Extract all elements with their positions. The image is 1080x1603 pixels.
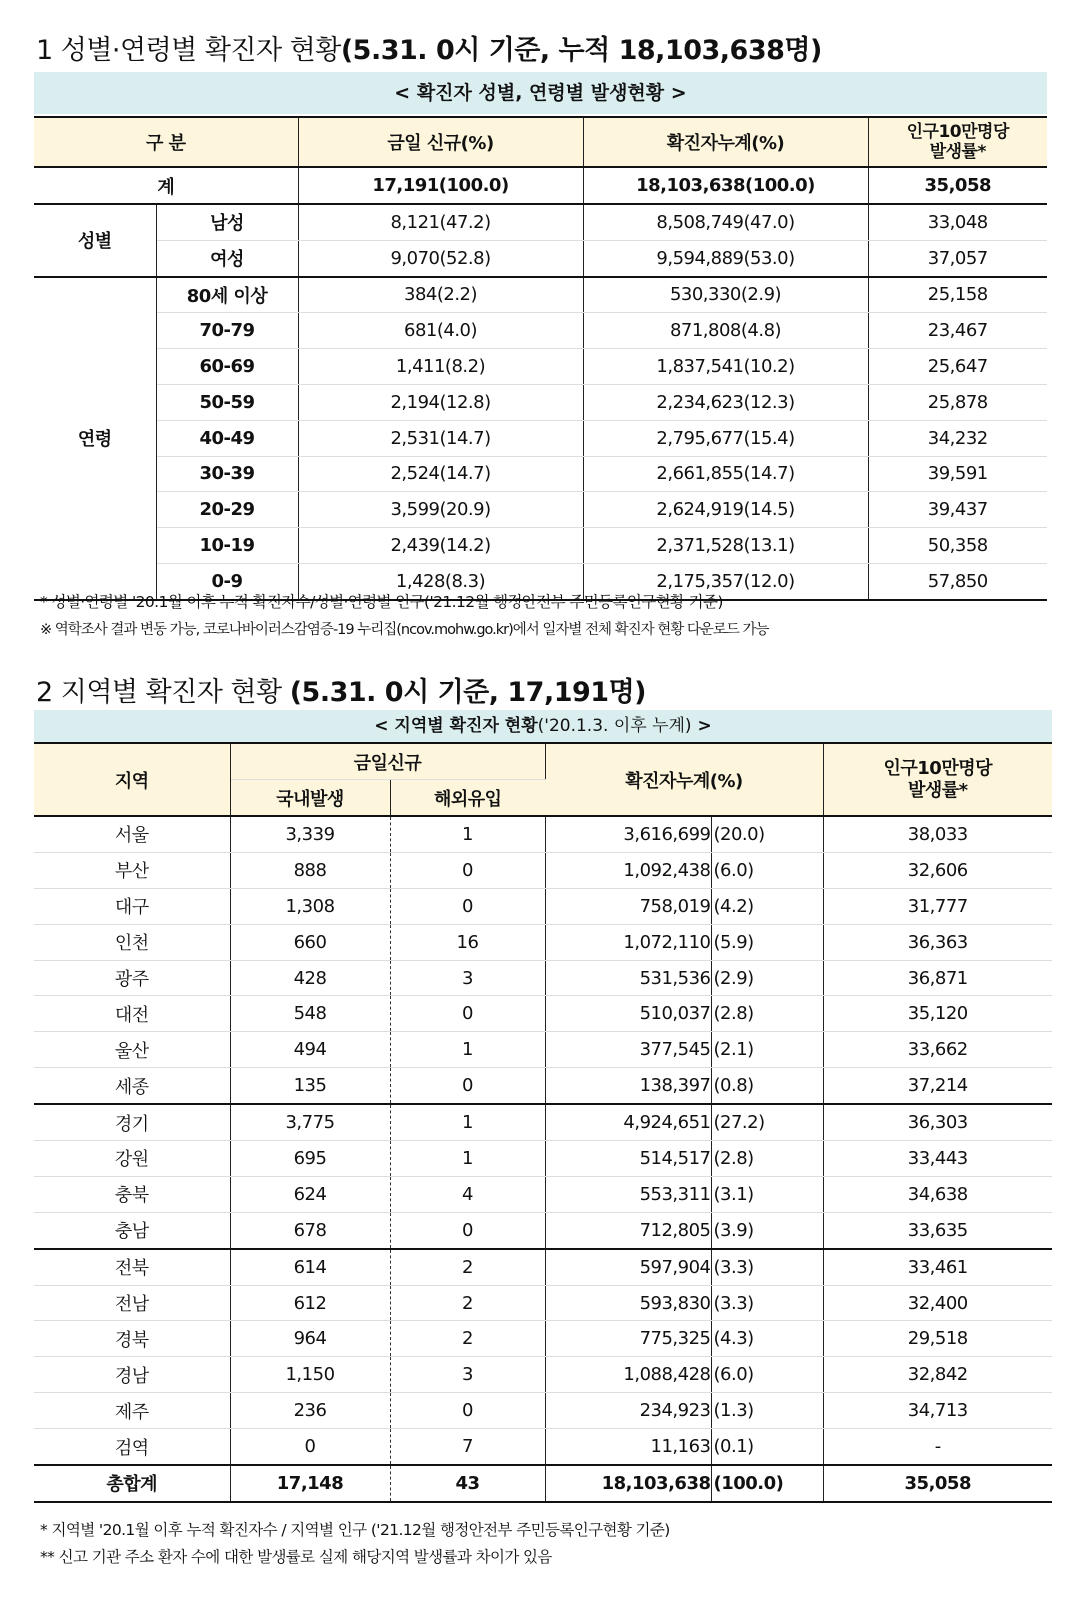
table-row-region: 인천 660 16 1,072,110 (5.9) 36,363 bbox=[34, 924, 1052, 960]
section2-title-prefix: 2 지역별 확진자 현황 bbox=[36, 677, 282, 708]
section2-note1: * 지역별 '20.1월 이후 누적 확진자수 / 지역별 인구 ('21.12월 행정안전부 주민등록인구현황 기준) bbox=[40, 1521, 670, 1539]
header-cum: 확진자누계(%) bbox=[545, 743, 823, 816]
section1-title-bold: (5.31. 0시 기준, 누적 18,103,638명) bbox=[340, 35, 822, 66]
table-row-region: 부산 888 0 1,092,438 (6.0) 32,606 bbox=[34, 852, 1052, 888]
table-row-region: 전북 614 2 597,904 (3.3) 33,461 bbox=[34, 1249, 1052, 1285]
header-rate: 인구10만명당 발생률* bbox=[868, 117, 1047, 167]
table-row-region: 충남 678 0 712,805 (3.9) 33,635 bbox=[34, 1212, 1052, 1248]
table-row-gender: 여성 9,070(52.8) 9,594,889(53.0) 37,057 bbox=[34, 240, 1047, 276]
section2-title-bold: (5.31. 0시 기준, 17,191명) bbox=[289, 677, 647, 708]
table-row-region: 경남 1,150 3 1,088,428 (6.0) 32,842 bbox=[34, 1357, 1052, 1393]
table-row-age: 0-9 1,428(8.3) 2,175,357(12.0) 57,850 bbox=[34, 563, 1047, 599]
group-label-age: 연령 bbox=[34, 277, 156, 600]
table-row-age: 60-69 1,411(8.2) 1,837,541(10.2) 25,647 bbox=[34, 349, 1047, 385]
section1-caption: < 확진자 성별, 연령별 발생현황 > bbox=[34, 72, 1047, 114]
section2-note2: ** 신고 기관 주소 환자 수에 대한 발생률로 실제 해당지역 발생률과 차이가 있음 bbox=[40, 1548, 552, 1566]
table-row-region: 광주 428 3 531,536 (2.9) 36,871 bbox=[34, 960, 1052, 996]
header-domestic: 국내발생 bbox=[230, 780, 390, 817]
header-cum: 확진자누계(%) bbox=[583, 117, 868, 167]
section2-title bbox=[36, 670, 646, 709]
section1-title bbox=[36, 28, 822, 67]
section2-caption: < 지역별 확진자 현황('20.1.3. 이후 누계) > bbox=[34, 710, 1052, 742]
table-row-region: 세종 135 0 138,397 (0.8) 37,214 bbox=[34, 1068, 1052, 1104]
group-label-gender: 성별 bbox=[34, 204, 156, 277]
table-row-gender: 성별 남성 8,121(47.2) 8,508,749(47.0) 33,048 bbox=[34, 204, 1047, 240]
table-row-grand-total: 총합계 17,148 43 18,103,638 (100.0) 35,058 bbox=[34, 1465, 1052, 1502]
header-region: 지역 bbox=[34, 743, 230, 816]
gender-age-table bbox=[34, 116, 1047, 601]
table-row-age: 70-79 681(4.0) 871,808(4.8) 23,467 bbox=[34, 313, 1047, 349]
header-category: 구 분 bbox=[34, 117, 298, 167]
table-row-age: 40-49 2,531(14.7) 2,795,677(15.4) 34,232 bbox=[34, 420, 1047, 456]
table-row-region: 전남 612 2 593,830 (3.3) 32,400 bbox=[34, 1285, 1052, 1321]
table-row-region: 서울 3,339 1 3,616,699 (20.0) 38,033 bbox=[34, 816, 1052, 852]
table-row-region: 검역 0 7 11,163 (0.1) - bbox=[34, 1429, 1052, 1465]
table-row-region: 경북 964 2 775,325 (4.3) 29,518 bbox=[34, 1321, 1052, 1357]
table-row-region: 경기 3,775 1 4,924,651 (27.2) 36,303 bbox=[34, 1104, 1052, 1140]
table-row-region: 강원 695 1 514,517 (2.8) 33,443 bbox=[34, 1141, 1052, 1177]
table-row-age: 30-39 2,524(14.7) 2,661,855(14.7) 39,591 bbox=[34, 456, 1047, 492]
table-row-age: 10-19 2,439(14.2) 2,371,528(13.1) 50,358 bbox=[34, 528, 1047, 564]
table-row-age: 연령 80세 이상 384(2.2) 530,330(2.9) 25,158 bbox=[34, 277, 1047, 313]
section1-title-prefix: 1 성별·연령별 확진자 현황 bbox=[36, 35, 341, 66]
section1-note2: ※ 역학조사 결과 변동 가능, 코로나바이러스감염증-19 누리집(ncov.mohw.go.kr)에서 일자별 전체 확진자 현황 다운로드 가능 bbox=[40, 622, 769, 638]
header-new: 금일 신규(%) bbox=[298, 117, 583, 167]
header-overseas: 해외유입 bbox=[390, 780, 545, 817]
table-row-age: 20-29 3,599(20.9) 2,624,919(14.5) 39,437 bbox=[34, 492, 1047, 528]
section1-note1: * 성별·연령별 '20.1월 이후 누적 확진자수/성별·연령별 인구('21.12월 행정안전부 주민등록인구현황 기준) bbox=[40, 593, 723, 611]
table-row-age: 50-59 2,194(12.8) 2,234,623(12.3) 25,878 bbox=[34, 384, 1047, 420]
table-row-region: 제주 236 0 234,923 (1.3) 34,713 bbox=[34, 1393, 1052, 1429]
header-rate: 인구10만명당 발생률* bbox=[823, 743, 1052, 816]
table-row-region: 대전 548 0 510,037 (2.8) 35,120 bbox=[34, 996, 1052, 1032]
table-row-region: 충북 624 4 553,311 (3.1) 34,638 bbox=[34, 1176, 1052, 1212]
table-row-region: 울산 494 1 377,545 (2.1) 33,662 bbox=[34, 1032, 1052, 1068]
region-table bbox=[34, 742, 1052, 1503]
header-today-new: 금일신규 bbox=[230, 743, 545, 780]
table-row-region: 대구 1,308 0 758,019 (4.2) 31,777 bbox=[34, 888, 1052, 924]
table-row-total: 계 17,191(100.0) 18,103,638(100.0) 35,058 bbox=[34, 167, 1047, 204]
